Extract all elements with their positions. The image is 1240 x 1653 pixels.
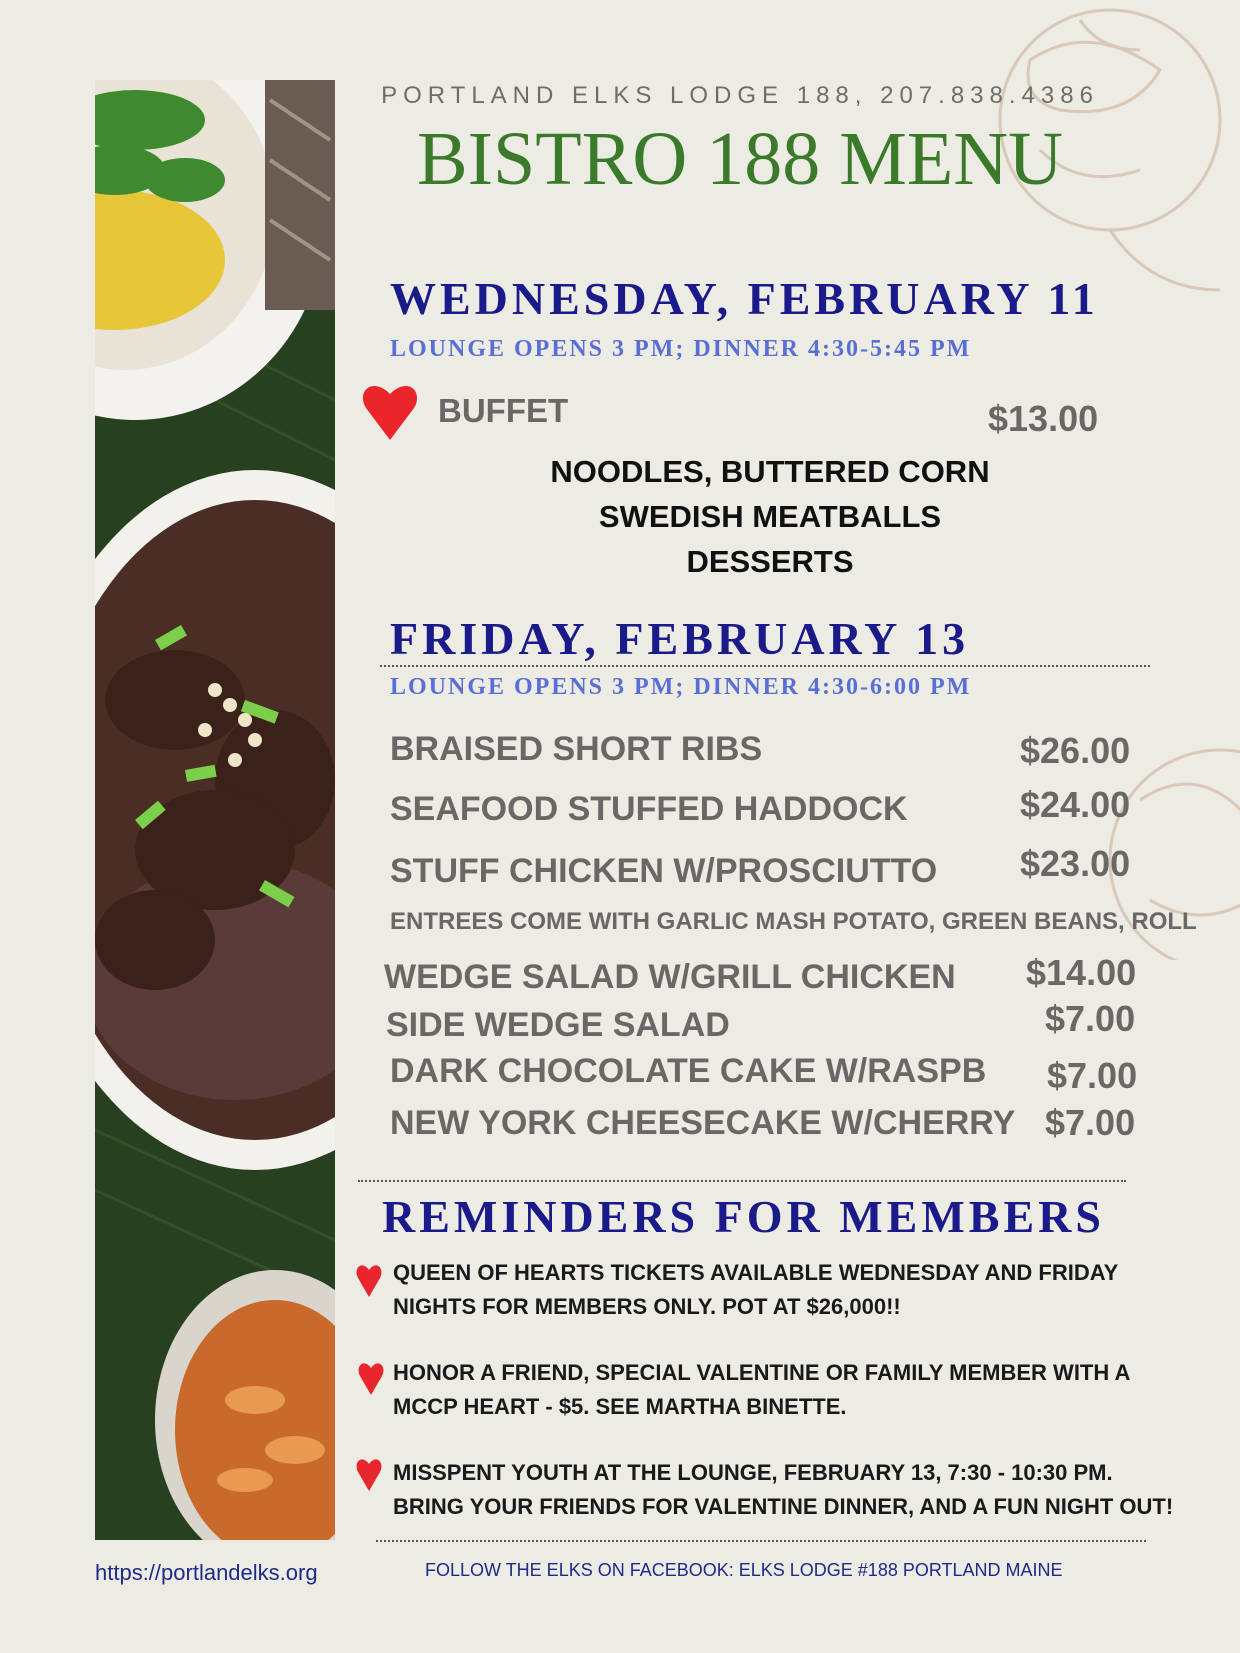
buffet-item: NOODLES, BUTTERED CORN: [550, 454, 990, 489]
menu-item-name: SIDE WEDGE SALAD: [386, 1006, 730, 1044]
entree-price: $23.00: [1020, 843, 1131, 884]
entree-name: STUFF CHICKEN W/PROSCIUTTO: [390, 852, 938, 890]
friday-hours: LOUNGE OPENS 3 PM; DINNER 4:30-6:00 PM: [390, 674, 972, 700]
reminder-line: MCCP HEART - $5. SEE MARTHA BINETTE.: [393, 1394, 847, 1419]
heart-icon: [362, 380, 418, 442]
menu-title: BISTRO 188 MENU: [416, 117, 1064, 201]
entree-price: $26.00: [1020, 730, 1131, 771]
divider: [380, 665, 1150, 667]
menu-item-name: NEW YORK CHEESECAKE W/CHERRY: [390, 1104, 1016, 1142]
reminder-item: [393, 1256, 1118, 1324]
facebook-follow-text: FOLLOW THE ELKS ON FACEBOOK: ELKS LODGE #188 PORTLAND MAINE: [425, 1560, 1063, 1580]
entree-price: $24.00: [1020, 784, 1131, 825]
menu-item-price: $14.00: [1026, 952, 1137, 993]
wednesday-hours: LOUNGE OPENS 3 PM; DINNER 4:30-5:45 PM: [390, 336, 972, 362]
buffet-price: $13.00: [988, 398, 1099, 439]
reminder-line: MISSPENT YOUTH AT THE LOUNGE, FEBRUARY 13, 7:30 - 10:30 PM.: [393, 1460, 1113, 1485]
heart-icon: [356, 1456, 382, 1492]
buffet-item: SWEDISH MEATBALLS: [598, 499, 942, 534]
food-photo-strip: [95, 80, 335, 1540]
reminder-line: NIGHTS FOR MEMBERS ONLY. POT AT $26,000!!: [393, 1294, 901, 1319]
heart-icon: [358, 1360, 384, 1396]
reminder-line: QUEEN OF HEARTS TICKETS AVAILABLE WEDNESDAY AND FRIDAY: [393, 1260, 1119, 1285]
reminder-line: BRING YOUR FRIENDS FOR VALENTINE DINNER, AND A FUN NIGHT OUT!: [393, 1494, 1174, 1519]
buffet-label: BUFFET: [438, 392, 569, 429]
entree-note: ENTREES COME WITH GARLIC MASH POTATO, GREEN BEANS, ROLL: [390, 908, 1197, 935]
website-link[interactable]: https://portlandelks.org: [95, 1560, 318, 1585]
menu-item-price: $7.00: [1047, 1055, 1138, 1096]
menu-item-name: WEDGE SALAD W/GRILL CHICKEN: [384, 958, 956, 996]
reminder-item: [393, 1356, 1130, 1424]
menu-item-price: $7.00: [1045, 998, 1136, 1039]
divider: [376, 1540, 1146, 1542]
friday-heading: FRIDAY, FEBRUARY 13: [390, 613, 970, 664]
menu-item-price: $7.00: [1045, 1102, 1136, 1143]
lodge-contact-line: PORTLAND ELKS LODGE 188, 207.838.4386: [381, 82, 1099, 109]
reminder-line: HONOR A FRIEND, SPECIAL VALENTINE OR FAMILY MEMBER WITH A: [393, 1360, 1131, 1385]
wednesday-heading: WEDNESDAY, FEBRUARY 11: [390, 273, 1099, 324]
divider: [358, 1180, 1126, 1182]
entree-name: SEAFOOD STUFFED HADDOCK: [390, 790, 908, 828]
heart-icon: [356, 1262, 382, 1298]
menu-item-name: DARK CHOCOLATE CAKE W/RASPB: [390, 1052, 987, 1090]
reminders-heading: REMINDERS FOR MEMBERS: [382, 1191, 1105, 1242]
buffet-item: DESSERTS: [686, 544, 854, 579]
reminder-item: [393, 1456, 1173, 1524]
entree-name: BRAISED SHORT RIBS: [390, 730, 763, 768]
